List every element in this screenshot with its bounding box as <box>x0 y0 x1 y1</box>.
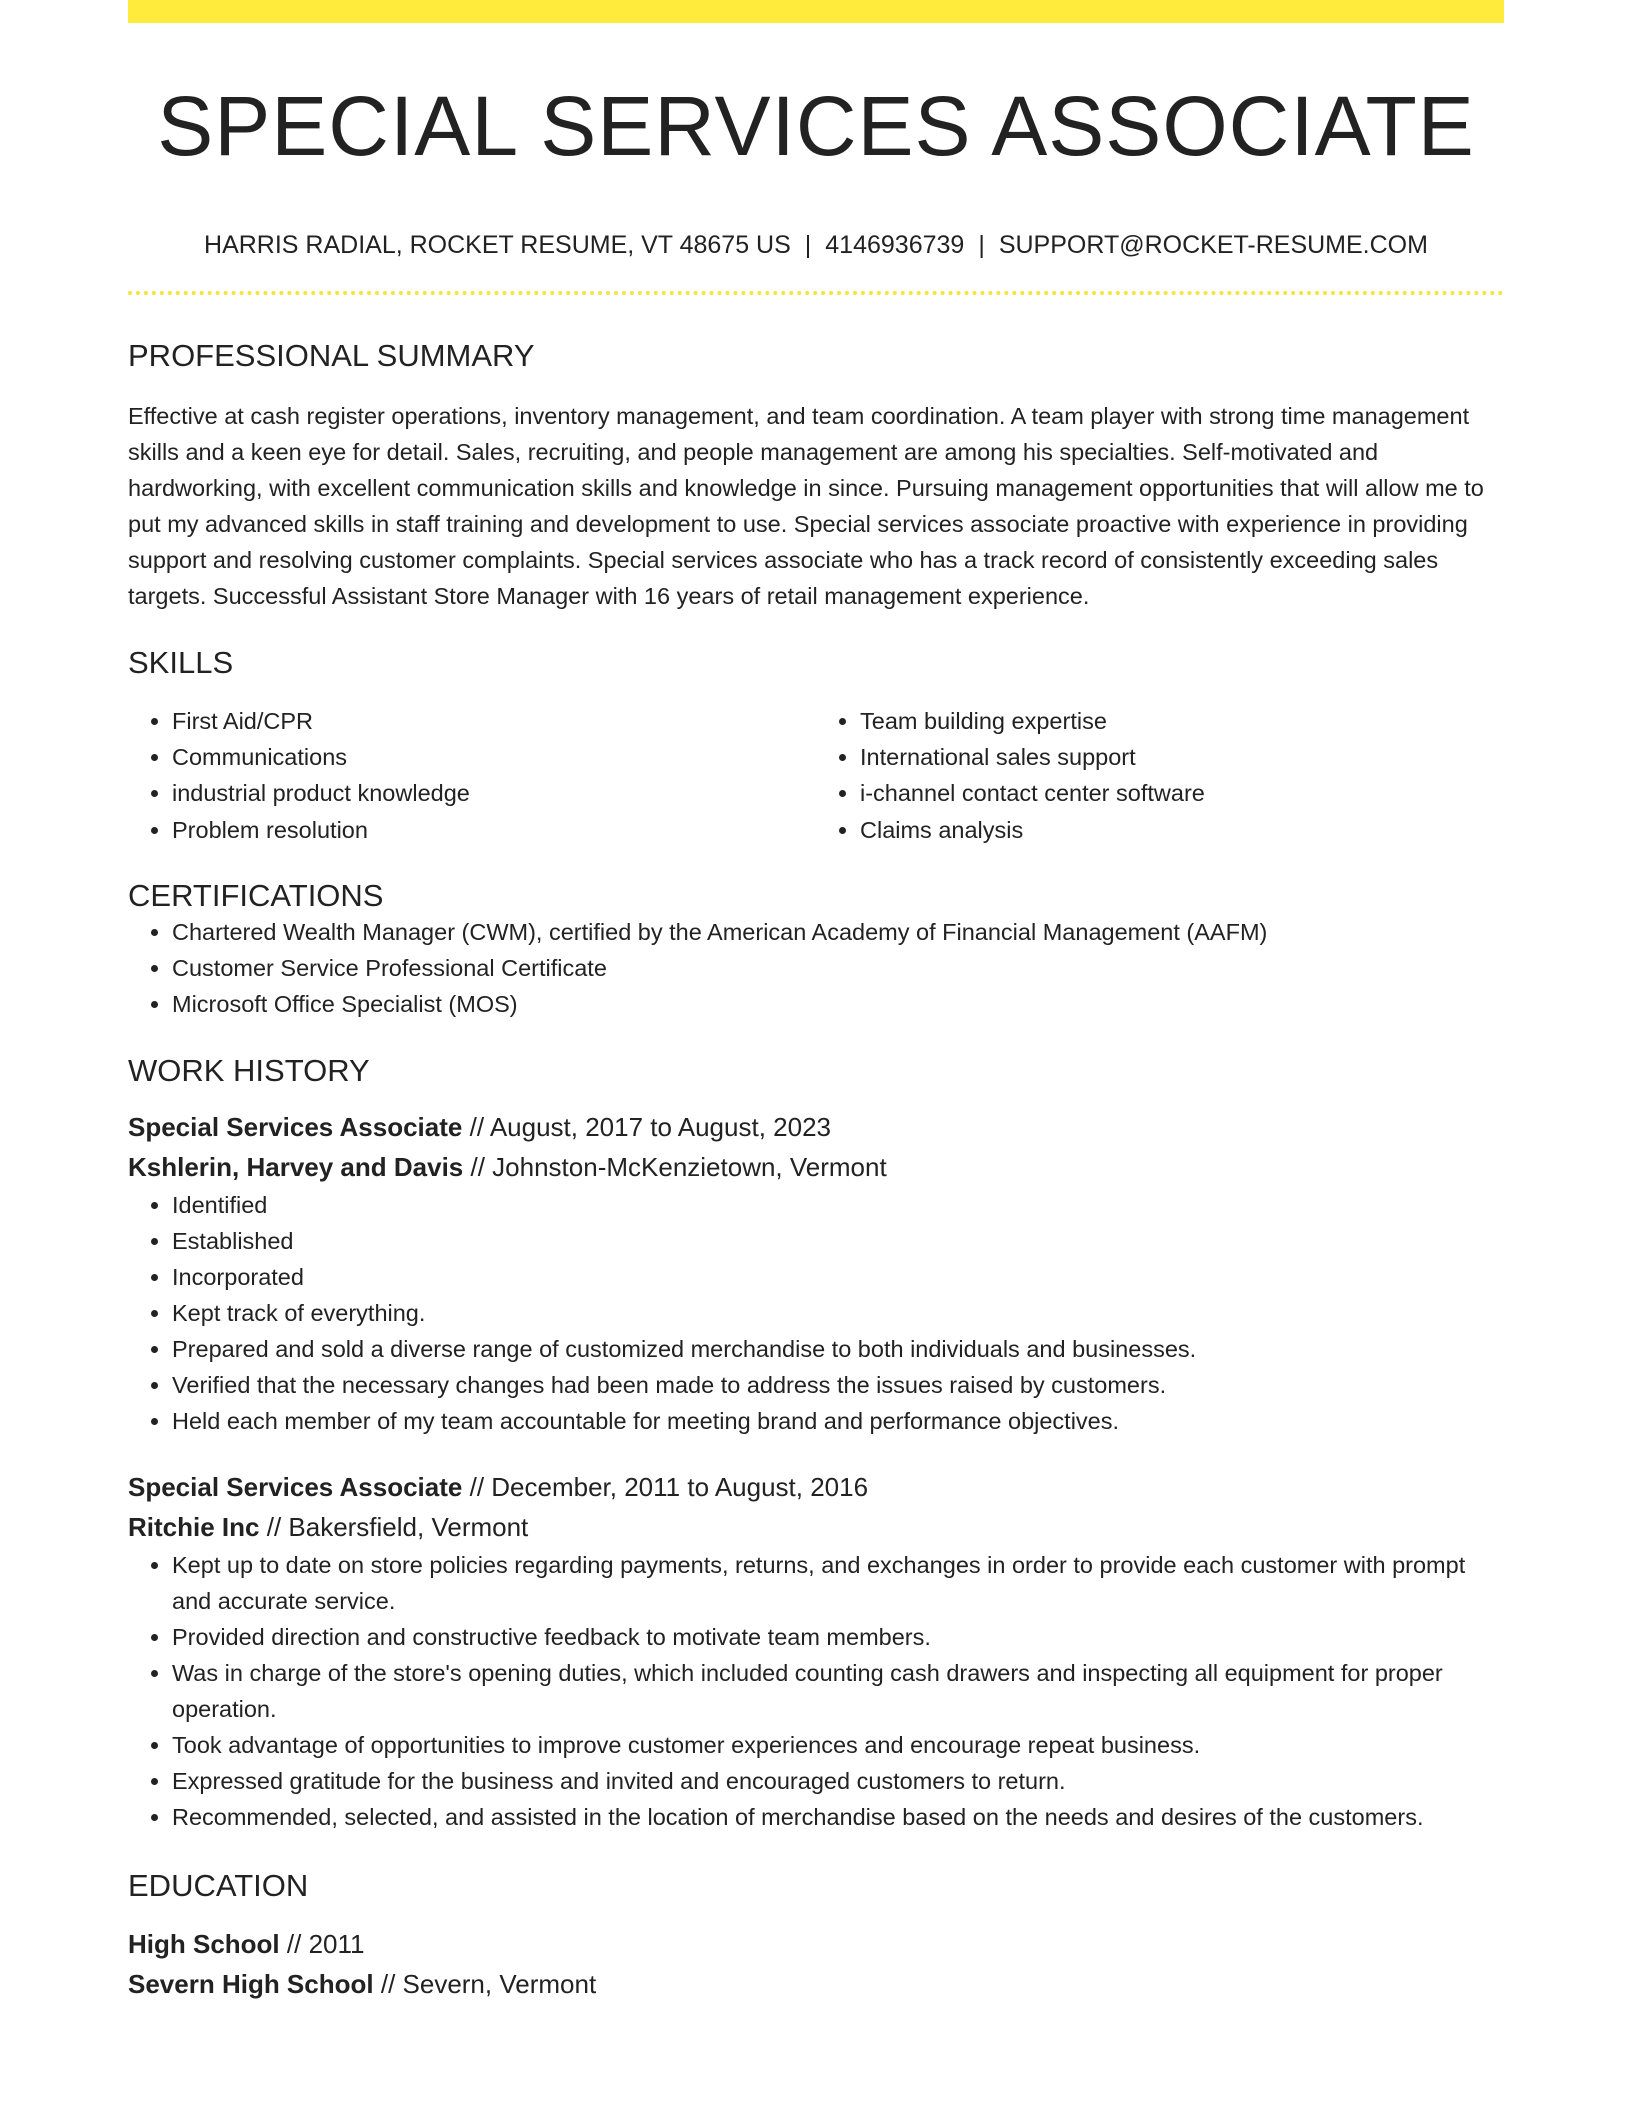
education-degree-line <box>128 1924 1504 1964</box>
job-bullet: • Recommended, selected, and assisted in the location of merchandise based on the needs and desires of the customers. <box>172 1799 1504 1835</box>
job-location: // Bakersfield, Vermont <box>266 1512 529 1543</box>
job-dates: // December, 2011 to August, 2016 <box>469 1472 869 1503</box>
resume-page <box>128 0 1504 2004</box>
education-location: // Severn, Vermont <box>380 1969 597 2000</box>
work-history-heading: WORK HISTORY <box>128 1052 370 1088</box>
skills-right-column <box>816 703 1504 849</box>
summary-text: Effective at cash register operations, inventory management, and team coordination. A team player with strong time management skills and a keen eye for detail. Sales, recruiting, and people management are among his specialties. Self-motivated and hardworking, with excellent communication skills and knowledge in since. Pursuing management opportunities that will allow me to put my advanced skills in staff training and development to use. Special services associate proactive with experience in providing support and resolving customer complaints. Special services associate who has a track record of consistently exceeding sales targets. Successful Assistant Store Manager with 16 years of retail management experience. <box>128 402 1484 609</box>
contact-address: HARRIS RADIAL, ROCKET RESUME, VT 48675 US <box>204 231 791 260</box>
job-title-line <box>128 1107 1504 1147</box>
job-company-line <box>128 1507 1504 1547</box>
skills-heading: SKILLS <box>128 644 234 680</box>
job-dates: // August, 2017 to August, 2023 <box>469 1112 831 1143</box>
job-bullet: • Kept track of everything. <box>172 1295 1504 1331</box>
job-title: Special Services Associate <box>128 1472 463 1503</box>
contact-separator: | <box>978 231 985 260</box>
job-bullet: • Expressed gratitude for the business and invited and encouraged customers to return. <box>172 1763 1504 1799</box>
skill-item: • industrial product knowledge <box>172 775 816 811</box>
contact-email: SUPPORT@ROCKET-RESUME.COM <box>998 231 1428 260</box>
job-entry <box>128 1467 1504 1835</box>
skill-item: • Communications <box>172 739 816 775</box>
certifications-list <box>128 914 1504 1022</box>
job-title-line <box>128 1467 1504 1507</box>
contact-line <box>128 230 1504 260</box>
job-bullet-list <box>128 1547 1504 1835</box>
certification-item: • Microsoft Office Specialist (MOS) <box>172 986 1504 1022</box>
job-bullet: • Kept up to date on store policies regarding payments, returns, and exchanges in order to provide each customer with prompt and accurate service. <box>172 1547 1504 1619</box>
job-title: Special Services Associate <box>128 1112 463 1143</box>
job-bullet: • Identified <box>172 1187 1504 1223</box>
job-company-line <box>128 1147 1504 1187</box>
contact-separator: | <box>804 231 812 260</box>
job-bullet: • Took advantage of opportunities to improve customer experiences and encourage repeat business. <box>172 1727 1504 1763</box>
education-degree: High School <box>128 1929 280 1960</box>
education-school-line <box>128 1964 1504 2004</box>
job-bullet: • Prepared and sold a diverse range of customized merchandise to both individuals and businesses. <box>172 1331 1504 1367</box>
resume-title: SPECIAL SERVICES ASSOCIATE <box>157 79 1475 173</box>
job-bullet: • Verified that the necessary changes had been made to address the issues raised by customers. <box>172 1367 1504 1403</box>
contact-phone: 4146936739 <box>825 231 965 260</box>
education-year: // 2011 <box>286 1929 365 1960</box>
certification-item: • Customer Service Professional Certificate <box>172 950 1504 986</box>
job-bullet: • Incorporated <box>172 1259 1504 1295</box>
summary-heading: PROFESSIONAL SUMMARY <box>128 338 535 374</box>
job-bullet: • Established <box>172 1223 1504 1259</box>
job-location: // Johnston-McKenzietown, Vermont <box>470 1152 887 1183</box>
skill-item: • Claims analysis <box>860 811 1504 849</box>
job-bullet-list <box>128 1187 1504 1439</box>
certifications-heading: CERTIFICATIONS <box>128 877 384 913</box>
accent-top-bar <box>128 0 1504 23</box>
certification-item: • Chartered Wealth Manager (CWM), certified by the American Academy of Financial Management (AAFM) <box>172 914 1504 950</box>
skill-item: • Team building expertise <box>860 703 1504 739</box>
job-bullet: • Was in charge of the store's opening duties, which included counting cash drawers and inspecting all equipment for proper operation. <box>172 1655 1504 1727</box>
job-bullet: • Held each member of my team accountable for meeting brand and performance objectives. <box>172 1403 1504 1439</box>
skill-item: • First Aid/CPR <box>172 703 816 739</box>
job-company: Kshlerin, Harvey and Davis <box>128 1152 464 1183</box>
job-bullet: • Provided direction and constructive feedback to motivate team members. <box>172 1619 1504 1655</box>
job-entry <box>128 1107 1504 1439</box>
education-heading: EDUCATION <box>128 1868 309 1904</box>
skill-item: • International sales support <box>860 739 1504 775</box>
skill-item: • i-channel contact center software <box>860 775 1504 811</box>
skills-left-column <box>128 703 816 849</box>
skills-grid <box>128 703 1504 849</box>
skill-item: • Problem resolution <box>172 811 816 849</box>
header-divider <box>128 291 1504 295</box>
education-school: Severn High School <box>128 1969 374 2000</box>
job-company: Ritchie Inc <box>128 1512 260 1543</box>
